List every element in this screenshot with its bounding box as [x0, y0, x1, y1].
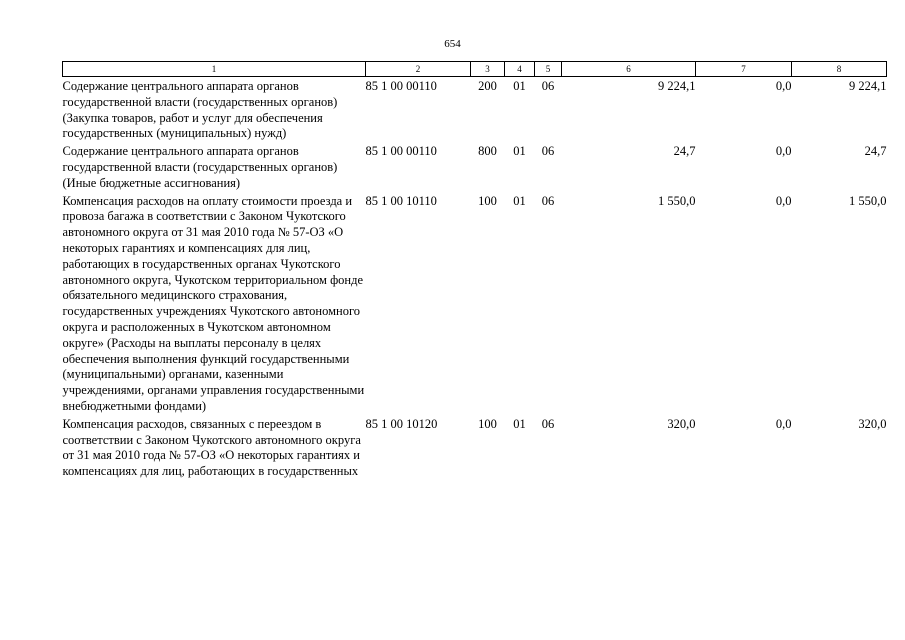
row-section: 01 — [513, 144, 526, 159]
row-subsection: 06 — [541, 193, 555, 208]
table-row — [63, 415, 887, 480]
row-amount-col8: 320,0 — [858, 416, 887, 431]
column-header-2: 2 — [366, 62, 471, 77]
column-header-4: 4 — [505, 62, 535, 77]
row-subsection: 06 — [541, 416, 555, 431]
row-description: Компенсация расходов на оплату стоимости проезда и провоза багажа в соответствии с Законом Чукотского автономного округа от 31 мая 2010 года № 57-ОЗ «О некоторых гарантиях и компенсациях для лиц, работающих в государственных органах Чукотского автономного округа, Чукотском территориальном фонде обязательного медицинского страхования, государственных учреждениях Чукотского автономного округа и расположенных в Чукотском автономном округе» (Расходы на выплаты персоналу в целях обеспечения выполнения функций государственными (муниципальными) органами, казенными учреждениями, органами управления государственными внебюджетными фондами) — [62, 193, 365, 413]
row-amount-col7: 0,0 — [775, 144, 792, 159]
row-amount-col6: 9 224,1 — [658, 79, 696, 93]
row-amount-col6: 320,0 — [667, 416, 696, 431]
column-header-6: 6 — [562, 62, 696, 77]
table-row — [63, 192, 887, 415]
row-amount-col8: 24,7 — [864, 144, 887, 159]
column-header-3: 3 — [471, 62, 505, 77]
row-amount-col8: 9 224,1 — [849, 79, 887, 93]
page-number: 654 — [444, 38, 461, 50]
column-header-5: 5 — [535, 62, 562, 77]
row-description: Содержание центрального аппарата органов государственной власти (государственных органов) (Закупка товаров, работ и услуг для обеспечения государственных (муниципальных) нужд) — [62, 79, 338, 141]
row-section: 01 — [513, 416, 526, 431]
row-section: 01 — [513, 193, 526, 208]
row-expense-type: 100 — [478, 193, 497, 208]
column-header-1: 1 — [63, 62, 366, 77]
row-amount-col6: 24,7 — [673, 144, 696, 159]
table-row — [63, 142, 887, 191]
row-expense-type: 100 — [478, 416, 497, 431]
row-amount-col7: 0,0 — [775, 193, 792, 208]
column-header-8: 8 — [792, 62, 887, 77]
column-header-7: 7 — [696, 62, 792, 77]
row-expense-type: 800 — [478, 144, 497, 159]
column-number-header — [63, 62, 887, 77]
row-amount-col6: 1 550,0 — [658, 193, 696, 208]
table-row — [63, 77, 887, 143]
row-section: 01 — [513, 79, 526, 93]
row-expense-type: 200 — [478, 79, 497, 93]
row-amount-col7: 0,0 — [775, 79, 792, 93]
row-target-code: 85 1 00 10110 — [365, 193, 437, 208]
row-subsection: 06 — [541, 144, 555, 159]
row-amount-col8: 1 550,0 — [849, 193, 887, 208]
row-target-code: 85 1 00 00110 — [365, 79, 437, 93]
row-amount-col7: 0,0 — [775, 416, 792, 431]
budget-table — [62, 61, 887, 480]
row-subsection: 06 — [541, 79, 555, 93]
row-target-code: 85 1 00 00110 — [365, 144, 437, 159]
row-description: Компенсация расходов, связанных с переездом в соответствии с Законом Чукотского автономного округа от 31 мая 2010 года № 57-ОЗ «О некоторых гарантиях и компенсациях для лиц, работающих в государственных — [62, 416, 361, 479]
row-target-code: 85 1 00 10120 — [365, 416, 438, 431]
row-description: Содержание центрального аппарата органов государственной власти (государственных органов) (Иные бюджетные ассигнования) — [62, 144, 338, 190]
